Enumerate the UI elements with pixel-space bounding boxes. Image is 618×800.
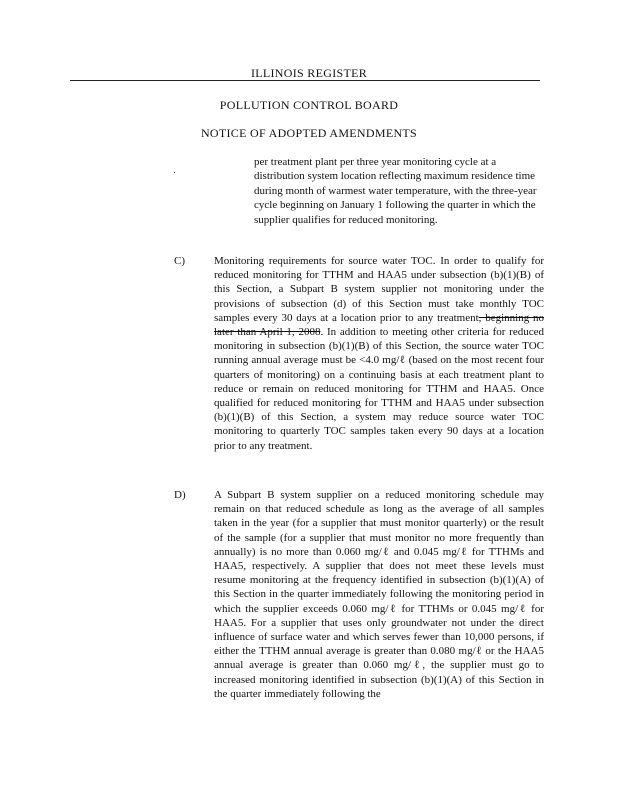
item-d-label: D)	[174, 489, 186, 501]
continued-paragraph: per treatment plant per three year monitoring cycle at a distribution system location reflecting maximum residence time during month of warmest water temperature, with the three-year cycle beginning on January 1 following the quarter in which the supplier qualifies for reduced monitoring.	[254, 156, 537, 226]
register-title: ILLINOIS REGISTER	[250, 66, 368, 80]
item-c-text-part1: Monitoring requirements for source water TOC. In order to qualify for reduced monitoring for TTHM and HAA5 under subsection (b)(1)(B) of this Section, a Subpart B system supplier not monitoring under the provisions of subsection (d) of this Section must take monthly TOC samples every 30 days at a location prior to any treatment	[214, 255, 544, 324]
item-c-label: C)	[174, 255, 185, 267]
item-c-struck-text: , beginning no later than April 1, 2008	[214, 311, 545, 339]
item-d-text: A Subpart B system supplier on a reduced monitoring schedule may remain on that reduced schedule as long as the average of all samples taken in the year (for a supplier that must monitor quarterly) or the result of the sample (for a supplier that must monitor no more frequently than annually) is no more than 0.060 mg/ℓ and 0.045 mg/ℓ for TTHMs and HAA5, respectively. A supplier that does not meet these levels must resume monitoring at the frequency identified in subsection (b)(1)(A) of this Section in the quarter immediately following the monitoring period in which the supplier exceeds 0.060 mg/ℓ for TTHMs or 0.045 mg/ℓ for HAA5. For a supplier that uses only groundwater not under the direct influence of surface water and which serves fewer than 10,000 persons, if either the TTHM annual average is greater than 0.080 mg/ℓ or the HAA5 annual average is greater than 0.060 mg/ℓ, the supplier must go to increased monitoring identified in subsection (b)(1)(A) of this Section in the quarter immediately following the	[214, 489, 544, 700]
item-c-text-part2: . In addition to meeting other criteria for reduced monitoring in subsection (b)(1)(B) of this Section, the source water TOC running annual average must be <4.0 mg/ℓ (based on the most recent four quarters of monitoring) on a continuing basis at each treatment plant to reduce or remain on reduced monitoring for TTHM and HAA5. Once qualified for reduced monitoring for TTHM and HAA5 under subsection (b)(1)(B) of this Section, a system may reduce source water TOC monitoring to quarterly TOC samples taken every 90 days at a location prior to any treatment.	[214, 326, 544, 452]
header-rule	[70, 80, 540, 81]
scan-speck	[174, 172, 175, 173]
notice-title: NOTICE OF ADOPTED AMENDMENTS	[200, 126, 418, 140]
item-c-text	[214, 254, 544, 453]
board-name: POLLUTION CONTROL BOARD	[219, 98, 399, 112]
